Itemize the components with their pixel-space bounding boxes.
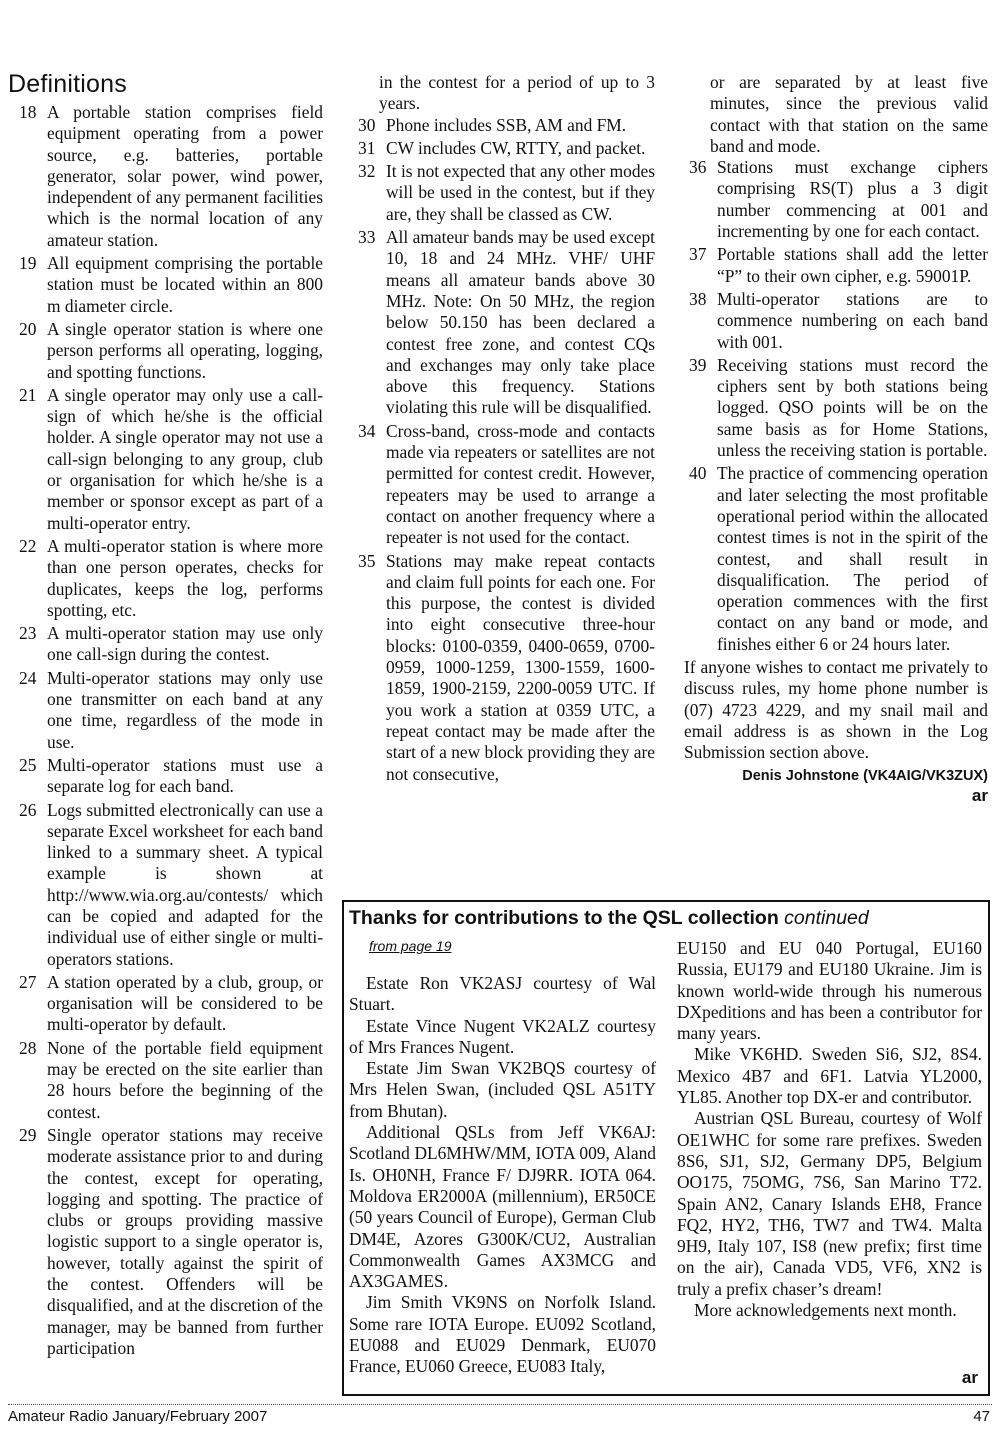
rule-text: A multi-operator station may use only one call-sign during the contest.	[47, 623, 323, 665]
rule-number: 29	[19, 1124, 37, 1145]
box-title-main: Thanks for contributions to the QSL collection	[349, 907, 779, 929]
rule-item	[14, 102, 323, 251]
rule-number: 21	[19, 384, 37, 405]
box-paragraph: Estate Jim Swan VK2BQS courtesy of Mrs Helen Swan, (included QSL A51TY from Bhutan).	[349, 1058, 656, 1121]
rule-number: 32	[358, 161, 376, 182]
rule-text: Receiving stations must record the ciphers sent by both stations being logged. QSO points will be on the same basis as for Home Stations, unless the receiving station is portable.	[717, 354, 988, 461]
rule-item	[684, 355, 988, 461]
rule-number: 36	[689, 157, 707, 178]
rule-item	[14, 972, 323, 1036]
rule-number: 27	[19, 971, 37, 992]
rule-text: Portable stations shall add the letter “P” to their own cipher, e.g. 59001P.	[717, 244, 988, 286]
rule-item	[14, 1038, 323, 1123]
box-title-continued: continued	[784, 907, 869, 929]
rule-item	[353, 138, 655, 159]
page-number: 47	[973, 1408, 990, 1425]
rule-text: A single operator may only use a call-sign of which he/she is the official holder. A single operator may not use a call-sign belonging to any group, club or organisation for which he/she is a member or sponsor except as part of a multi-operator entry.	[47, 384, 323, 533]
box-title	[349, 907, 869, 930]
box-paragraph: Estate Vince Nugent VK2ALZ courtesy of Mrs Frances Nugent.	[349, 1015, 656, 1057]
continued-text: or are separated by at least five minutes, since the previous valid contact with that station on the same band and mode.	[710, 72, 988, 156]
box-paragraph: Estate Ron VK2ASJ courtesy of Wal Stuart.	[349, 973, 656, 1015]
box-paragraph: Jim Smith VK9NS on Norfolk Island. Some rare IOTA Europe. EU092 Scotland, EU088 and EU029 Denmark, EU070 France, EU060 Greece, EU083 Italy,	[349, 1292, 656, 1377]
rule-text: Multi-operator stations are to commence numbering on each band with 001.	[717, 288, 988, 352]
rule-text: A station operated by a club, group, or organisation will be considered to be multi-operator by default.	[47, 971, 323, 1035]
rule-number: 34	[358, 420, 376, 441]
from-page-link[interactable]: from page 19	[369, 938, 452, 954]
rule-number: 39	[689, 354, 707, 375]
rule-item	[353, 421, 655, 549]
rule-number: 20	[19, 318, 37, 339]
rule-text: All amateur bands may be used except 10, 18 and 24 MHz. VHF/ UHF means all amateur bands above 30 MHz. Note: On 50 MHz, the region below 50.150 has been declared a contest free zone, and contest CQs and exchanges may only take place above this frequency. Stations violating this rule will be disqualified.	[386, 227, 655, 418]
box-column-2	[677, 938, 982, 1321]
rule-text: Phone includes SSB, AM and FM.	[386, 114, 627, 135]
rule-number: 26	[19, 799, 37, 820]
rule-number: 38	[689, 288, 707, 309]
rule-text: A single operator station is where one person performs all operating, logging, and spotting functions.	[47, 318, 323, 382]
rule-number: 30	[358, 114, 376, 135]
rule-number: 22	[19, 535, 37, 556]
rule-text: It is not expected that any other modes will be used in the contest, but if they are, they shall be classed as CW.	[386, 161, 655, 224]
rule-number: 40	[689, 463, 707, 484]
rule-item	[14, 800, 323, 970]
rule-number: 28	[19, 1037, 37, 1058]
box-continued-text: EU150 and EU 040 Portugal, EU160 Russia, EU179 and EU180 Ukraine. Jim is known world-wide through his numerous DXpeditions and has been a contributor for many years.	[677, 938, 982, 1044]
rule-item	[353, 551, 655, 785]
rule-text: Stations must exchange ciphers comprising RS(T) plus a 3 digit number commencing at 001 and incrementing by one for each contact.	[717, 157, 988, 242]
rule-number: 35	[358, 550, 376, 571]
rule-text: Logs submitted electronically can use a separate Excel worksheet for each band linked to a summary sheet. A typical example is shown at http://www.wia.org.au/contests/ which can be copied and adapted for the individual use of either single or multi-operators stations.	[47, 799, 323, 969]
rule-item	[684, 244, 988, 287]
rule-item	[14, 755, 323, 798]
publication-info: Amateur Radio January/February 2007	[8, 1408, 268, 1425]
rule-item	[14, 1125, 323, 1359]
rule-text: Single operator stations may receive moderate assistance prior to and during the contest, except for operating, logging and spotting. The practice of clubs or groups providing massive logistic support to a single operator is, however, totally against the spirit of the contest. Offenders will be disqualified, and at the discretion of the manager, may be banned from further participation	[47, 1124, 323, 1358]
rule-item	[684, 157, 988, 242]
box-paragraph: Austrian QSL Bureau, courtesy of Wolf OE1WHC for some rare prefixes. Sweden 8S6, SJ1, SJ2, Germany DP5, Belgium OO175, 75OMG, 7S6, San Marino T72. Spain AN2, Canary Islands EH8, France FQ2, HY2, TH6, TW7 and TW4. Malta 9H9, Italy 107, IS8 (new prefix; first time on the air), Canada VD5, VF6, XN2 is truly a prefix chaser’s dream!	[677, 1108, 982, 1299]
rule-item	[14, 536, 323, 621]
rule-text: The practice of commencing operation and later selecting the most profitable operational period within the allocated contest times is not in the spirit of the contest, and shall result in disqualification. The period of operation commences with the first contact on any band or mode, and finishes either 6 or 24 hours later.	[717, 463, 988, 654]
end-mark: ar	[971, 785, 988, 805]
box-column-1	[349, 973, 656, 1378]
rule-number: 18	[19, 102, 37, 122]
rule-text: A portable station comprises field equipment operating from a power source, e.g. batteries, portable generator, solar power, wind power, independent of any permanent facilities which is the normal location of any amateur station.	[47, 102, 323, 250]
box-end-mark: ar	[961, 1368, 978, 1387]
footer-divider	[8, 1404, 992, 1405]
rule-item	[14, 253, 323, 317]
closing-paragraph: If anyone wishes to contact me privately to discuss rules, my home phone number is (07) 4723 4229, and my snail mail and email address is as shown in the Log Submission section above.	[684, 657, 988, 763]
rule-item	[14, 623, 323, 666]
column-2	[353, 72, 655, 787]
continued-text: in the contest for a period of up to 3 years.	[379, 72, 655, 114]
box-paragraph: More acknowledgements next month.	[694, 1300, 957, 1321]
rule-text: A multi-operator station is where more than one person operates, checks for duplicates, keeps the log, performs spotting, etc.	[47, 535, 323, 620]
rule-number: 33	[358, 227, 376, 248]
rule-text: All equipment comprising the portable station must be located within an 800 m diameter circle.	[47, 253, 323, 316]
column-1	[14, 102, 323, 1361]
author-signature: Denis Johnstone (VK4AIG/VK3ZUX)	[742, 767, 988, 784]
column-3	[684, 72, 988, 805]
rule-text: None of the portable field equipment may be erected on the site earlier than 28 hours before the beginning of the contest.	[47, 1037, 323, 1122]
rule-number: 23	[19, 623, 37, 644]
rule-number: 24	[19, 667, 37, 688]
rule-item	[14, 319, 323, 383]
rule-item	[14, 385, 323, 534]
rule-item	[353, 227, 655, 419]
rule-text: Cross-band, cross-mode and contacts made via repeaters or satellites are not permitted for contest credit. However, repeaters may be used to arrange a contact on another frequency where a repeater is not used for the contact.	[386, 420, 655, 548]
rule-item	[353, 115, 655, 136]
rule-number: 37	[689, 244, 707, 265]
rule-item	[684, 463, 988, 655]
rule-number: 31	[358, 137, 376, 158]
rule-item	[684, 289, 988, 353]
rule-item	[353, 161, 655, 225]
qsl-thanks-box	[342, 900, 990, 1396]
section-heading: Definitions	[8, 70, 127, 98]
rule-text: Multi-operator stations must use a separate log for each band.	[47, 754, 323, 797]
rule-text: Multi-operator stations may only use one transmitter on each band at any one time, regardless of the mode in use.	[47, 667, 323, 752]
rule-number: 25	[19, 754, 37, 775]
box-paragraph: Mike VK6HD. Sweden Si6, SJ2, 8S4. Mexico 4B7 and 6F1. Latvia YL2000, YL85. Another top DX-er and contributor.	[677, 1044, 982, 1108]
rule-item	[14, 668, 323, 753]
box-paragraph: Additional QSLs from Jeff VK6AJ: Scotland DL6MHW/MM, IOTA 009, Aland Is. OH0NH, France F/ DJ9RR. IOTA 064. Moldova ER2000A (millennium), ER50CE (50 years Council of Europe), German Club DM4E, Azores G300K/CU2, Australian Commonwealth Games AX3MCG and AX3GAMES.	[349, 1122, 656, 1292]
rule-number: 19	[19, 253, 37, 274]
rule-text: Stations may make repeat contacts and claim full points for each one. For this purpose, the contest is divided into eight consecutive three-hour blocks: 0100-0359, 0400-0659, 0700-0959, 1000-1259, 1300-1559, 1600-1859, 1900-2159, 2200-0059 UTC. If you work a station at 0359 UTC, a repeat contact may be made after the start of a new block providing they are not consecutive,	[386, 550, 655, 784]
rule-text: CW includes CW, RTTY, and packet.	[386, 137, 646, 158]
